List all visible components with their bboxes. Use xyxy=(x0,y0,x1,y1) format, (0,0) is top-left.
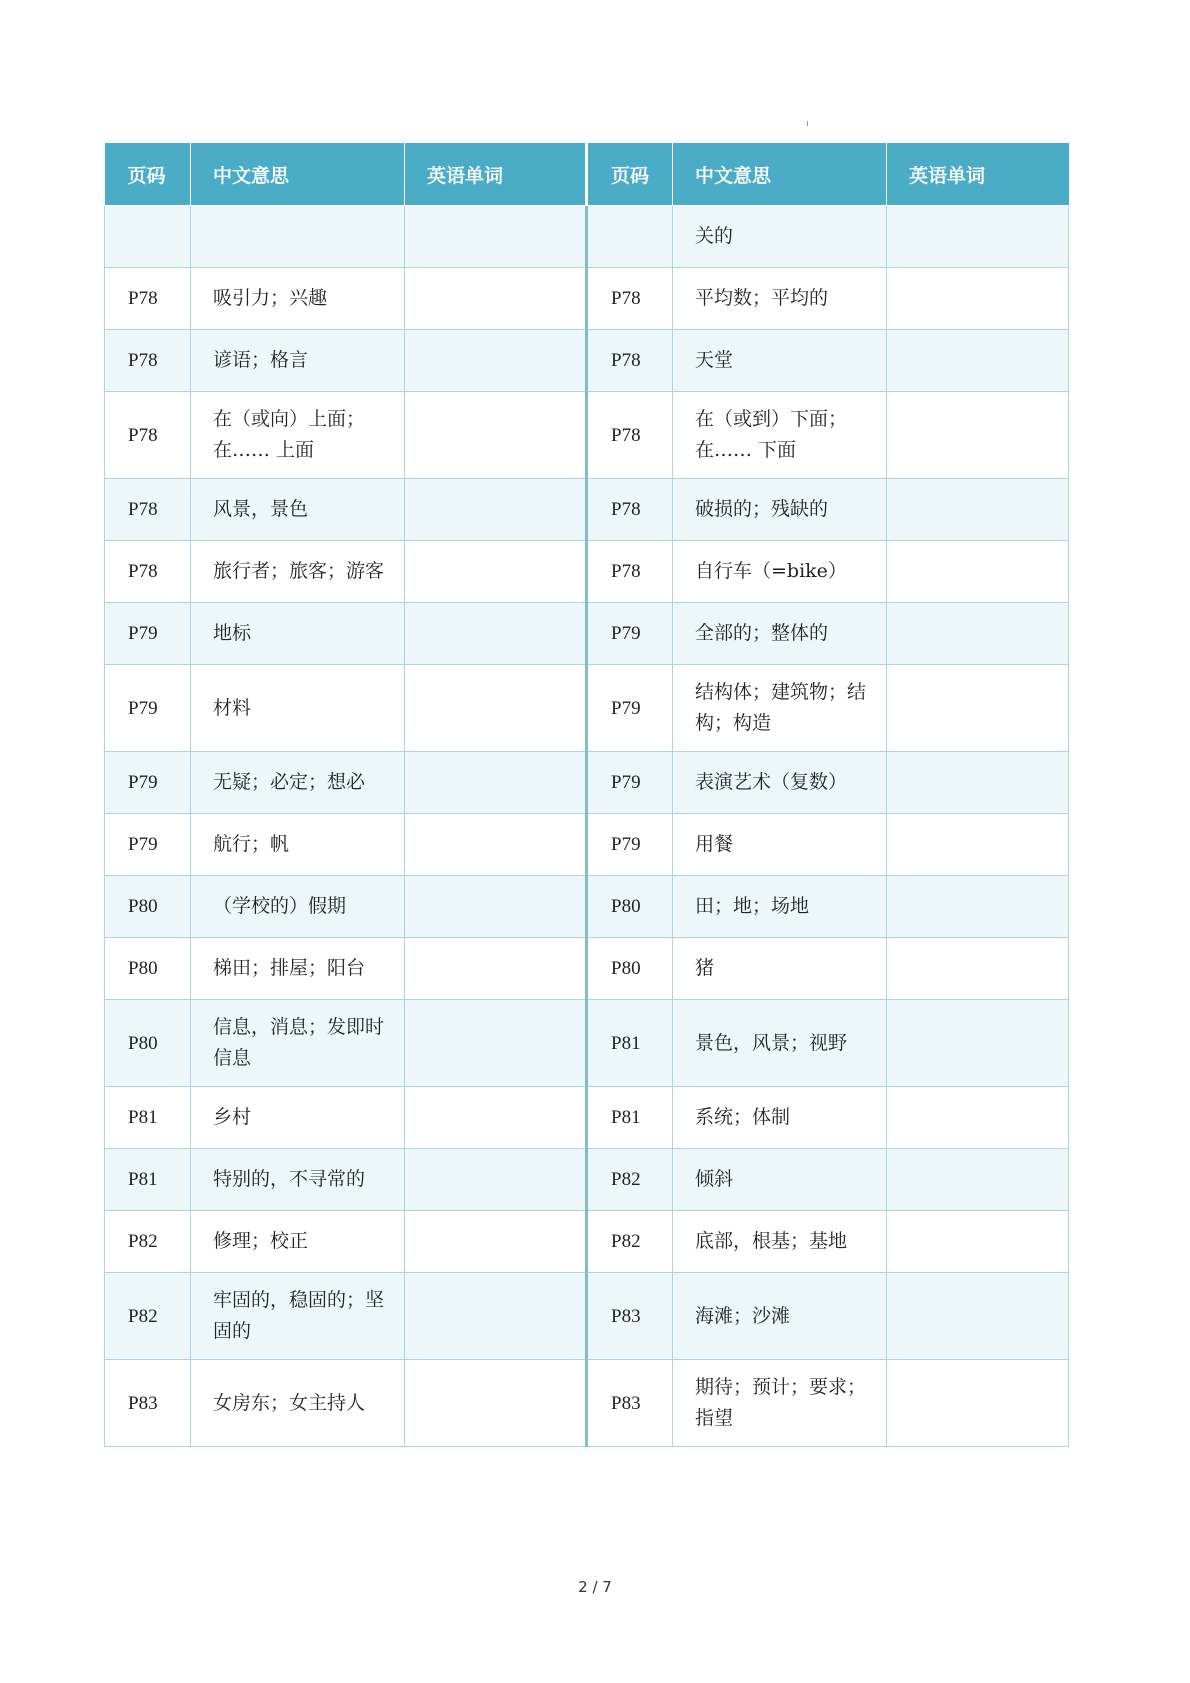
chinese-meaning-cell-right: 海滩；沙滩 xyxy=(673,1273,887,1360)
chinese-meaning-cell-left: 风景，景色 xyxy=(191,479,405,541)
page-cell-left: P81 xyxy=(105,1149,191,1211)
english-word-cell-left xyxy=(405,1273,587,1360)
page-cell-left: P82 xyxy=(105,1273,191,1360)
page-cell-left: P78 xyxy=(105,479,191,541)
english-word-cell-left xyxy=(405,1000,587,1087)
english-word-cell-right xyxy=(887,1087,1069,1149)
chinese-meaning-cell-left: 牢固的，稳固的；坚固的 xyxy=(191,1273,405,1360)
chinese-meaning-cell-left: 吸引力；兴趣 xyxy=(191,268,405,330)
page-cell-left: P80 xyxy=(105,938,191,1000)
chinese-meaning-cell-right: 结构体；建筑物；结构；构造 xyxy=(673,665,887,752)
page-cell-right: P80 xyxy=(587,938,673,1000)
english-word-cell-right xyxy=(887,479,1069,541)
chinese-meaning-cell-right: 景色，风景；视野 xyxy=(673,1000,887,1087)
table-body xyxy=(105,206,1069,1447)
page-number: 2 / 7 xyxy=(578,1578,612,1596)
table-row xyxy=(105,1211,1069,1273)
chinese-meaning-cell-left: 梯田；排屋；阳台 xyxy=(191,938,405,1000)
chinese-meaning-cell-left: 无疑；必定；想必 xyxy=(191,752,405,814)
chinese-meaning-cell-left: 女房东；女主持人 xyxy=(191,1360,405,1447)
page-cell-left: P80 xyxy=(105,1000,191,1087)
english-word-cell-right xyxy=(887,752,1069,814)
table-row xyxy=(105,268,1069,330)
chinese-meaning-cell-left: 航行；帆 xyxy=(191,814,405,876)
chinese-meaning-cell-right: 在（或到）下面；在…… 下面 xyxy=(673,392,887,479)
vocabulary-table xyxy=(104,143,1069,1447)
chinese-meaning-cell-left: （学校的）假期 xyxy=(191,876,405,938)
header-chinese-left: 中文意思 xyxy=(191,143,405,206)
header-chinese-right: 中文意思 xyxy=(673,143,887,206)
page-cell-right: P79 xyxy=(587,603,673,665)
chinese-meaning-cell-right: 期待；预计；要求；指望 xyxy=(673,1360,887,1447)
chinese-meaning-cell-left: 信息，消息；发即时信息 xyxy=(191,1000,405,1087)
english-word-cell-left xyxy=(405,1360,587,1447)
page-cell-right: P79 xyxy=(587,665,673,752)
english-word-cell-left xyxy=(405,814,587,876)
page-cell-left xyxy=(105,206,191,268)
page-cell-left: P79 xyxy=(105,603,191,665)
english-word-cell-left xyxy=(405,876,587,938)
chinese-meaning-cell-right: 破损的；残缺的 xyxy=(673,479,887,541)
english-word-cell-left xyxy=(405,752,587,814)
table-row xyxy=(105,814,1069,876)
english-word-cell-left xyxy=(405,268,587,330)
page-cell-right: P82 xyxy=(587,1211,673,1273)
chinese-meaning-cell-right: 表演艺术（复数） xyxy=(673,752,887,814)
chinese-meaning-cell-right: 田；地；场地 xyxy=(673,876,887,938)
english-word-cell-left xyxy=(405,330,587,392)
page-cell-right: P78 xyxy=(587,541,673,603)
page-cell-right: P78 xyxy=(587,392,673,479)
page-cell-left: P81 xyxy=(105,1087,191,1149)
chinese-meaning-cell-right: 用餐 xyxy=(673,814,887,876)
table-row xyxy=(105,541,1069,603)
table-row xyxy=(105,392,1069,479)
english-word-cell-left xyxy=(405,1087,587,1149)
page-cell-right: P78 xyxy=(587,330,673,392)
header-page-right: 页码 xyxy=(587,143,673,206)
table-row xyxy=(105,876,1069,938)
table-row xyxy=(105,1087,1069,1149)
chinese-meaning-cell-left: 修理；校正 xyxy=(191,1211,405,1273)
english-word-cell-left xyxy=(405,938,587,1000)
chinese-meaning-cell-left: 材料 xyxy=(191,665,405,752)
header-english-left: 英语单词 xyxy=(405,143,587,206)
page-cell-right: P83 xyxy=(587,1360,673,1447)
table-row xyxy=(105,1149,1069,1211)
english-word-cell-right xyxy=(887,206,1069,268)
page-cell-right: P79 xyxy=(587,814,673,876)
english-word-cell-right xyxy=(887,1360,1069,1447)
chinese-meaning-cell-right: 底部，根基；基地 xyxy=(673,1211,887,1273)
page-cell-right: P78 xyxy=(587,268,673,330)
page-cell-left: P79 xyxy=(105,665,191,752)
table-row xyxy=(105,665,1069,752)
page-cell-right: P78 xyxy=(587,479,673,541)
page-cell-left: P83 xyxy=(105,1360,191,1447)
english-word-cell-right xyxy=(887,1149,1069,1211)
table-row xyxy=(105,206,1069,268)
english-word-cell-right xyxy=(887,541,1069,603)
page-cell-left: P79 xyxy=(105,752,191,814)
chinese-meaning-cell-left: 特别的，不寻常的 xyxy=(191,1149,405,1211)
header-english-right: 英语单词 xyxy=(887,143,1069,206)
english-word-cell-right xyxy=(887,876,1069,938)
table-row xyxy=(105,603,1069,665)
english-word-cell-right xyxy=(887,1273,1069,1360)
english-word-cell-left xyxy=(405,206,587,268)
english-word-cell-right xyxy=(887,665,1069,752)
page-cell-left: P79 xyxy=(105,814,191,876)
table-row xyxy=(105,479,1069,541)
page-cell-left: P78 xyxy=(105,541,191,603)
chinese-meaning-cell-right: 全部的；整体的 xyxy=(673,603,887,665)
page-cell-left: P78 xyxy=(105,392,191,479)
english-word-cell-left xyxy=(405,392,587,479)
page-cell-right: P80 xyxy=(587,876,673,938)
english-word-cell-left xyxy=(405,603,587,665)
chinese-meaning-cell-right: 关的 xyxy=(673,206,887,268)
table-row xyxy=(105,752,1069,814)
table-row xyxy=(105,938,1069,1000)
english-word-cell-left xyxy=(405,479,587,541)
table-header xyxy=(105,143,1069,206)
header-row xyxy=(105,143,1069,206)
table-row xyxy=(105,1000,1069,1087)
chinese-meaning-cell-right: 天堂 xyxy=(673,330,887,392)
table-row xyxy=(105,1273,1069,1360)
page-cell-right: P83 xyxy=(587,1273,673,1360)
header-page-left: 页码 xyxy=(105,143,191,206)
chinese-meaning-cell-right: 自行车（=bike） xyxy=(673,541,887,603)
english-word-cell-right xyxy=(887,814,1069,876)
english-word-cell-left xyxy=(405,541,587,603)
page-cell-left: P78 xyxy=(105,268,191,330)
page-cell-right: P79 xyxy=(587,752,673,814)
english-word-cell-right xyxy=(887,603,1069,665)
english-word-cell-left xyxy=(405,1211,587,1273)
page-cell-right: P82 xyxy=(587,1149,673,1211)
english-word-cell-right xyxy=(887,1211,1069,1273)
english-word-cell-left xyxy=(405,1149,587,1211)
chinese-meaning-cell-left: 在（或向）上面；在…… 上面 xyxy=(191,392,405,479)
page-cell-right: P81 xyxy=(587,1087,673,1149)
header-mark xyxy=(807,121,808,126)
table-row xyxy=(105,330,1069,392)
chinese-meaning-cell-right: 猪 xyxy=(673,938,887,1000)
chinese-meaning-cell-left: 乡村 xyxy=(191,1087,405,1149)
page-cell-right: P81 xyxy=(587,1000,673,1087)
table-row xyxy=(105,1360,1069,1447)
chinese-meaning-cell-right: 倾斜 xyxy=(673,1149,887,1211)
page-cell-left: P78 xyxy=(105,330,191,392)
page-cell-right xyxy=(587,206,673,268)
english-word-cell-right xyxy=(887,1000,1069,1087)
english-word-cell-right xyxy=(887,330,1069,392)
chinese-meaning-cell-right: 系统；体制 xyxy=(673,1087,887,1149)
chinese-meaning-cell-left: 地标 xyxy=(191,603,405,665)
chinese-meaning-cell-left: 谚语；格言 xyxy=(191,330,405,392)
english-word-cell-right xyxy=(887,392,1069,479)
english-word-cell-right xyxy=(887,938,1069,1000)
chinese-meaning-cell-right: 平均数；平均的 xyxy=(673,268,887,330)
english-word-cell-right xyxy=(887,268,1069,330)
english-word-cell-left xyxy=(405,665,587,752)
chinese-meaning-cell-left xyxy=(191,206,405,268)
page-cell-left: P80 xyxy=(105,876,191,938)
page-cell-left: P82 xyxy=(105,1211,191,1273)
chinese-meaning-cell-left: 旅行者；旅客；游客 xyxy=(191,541,405,603)
